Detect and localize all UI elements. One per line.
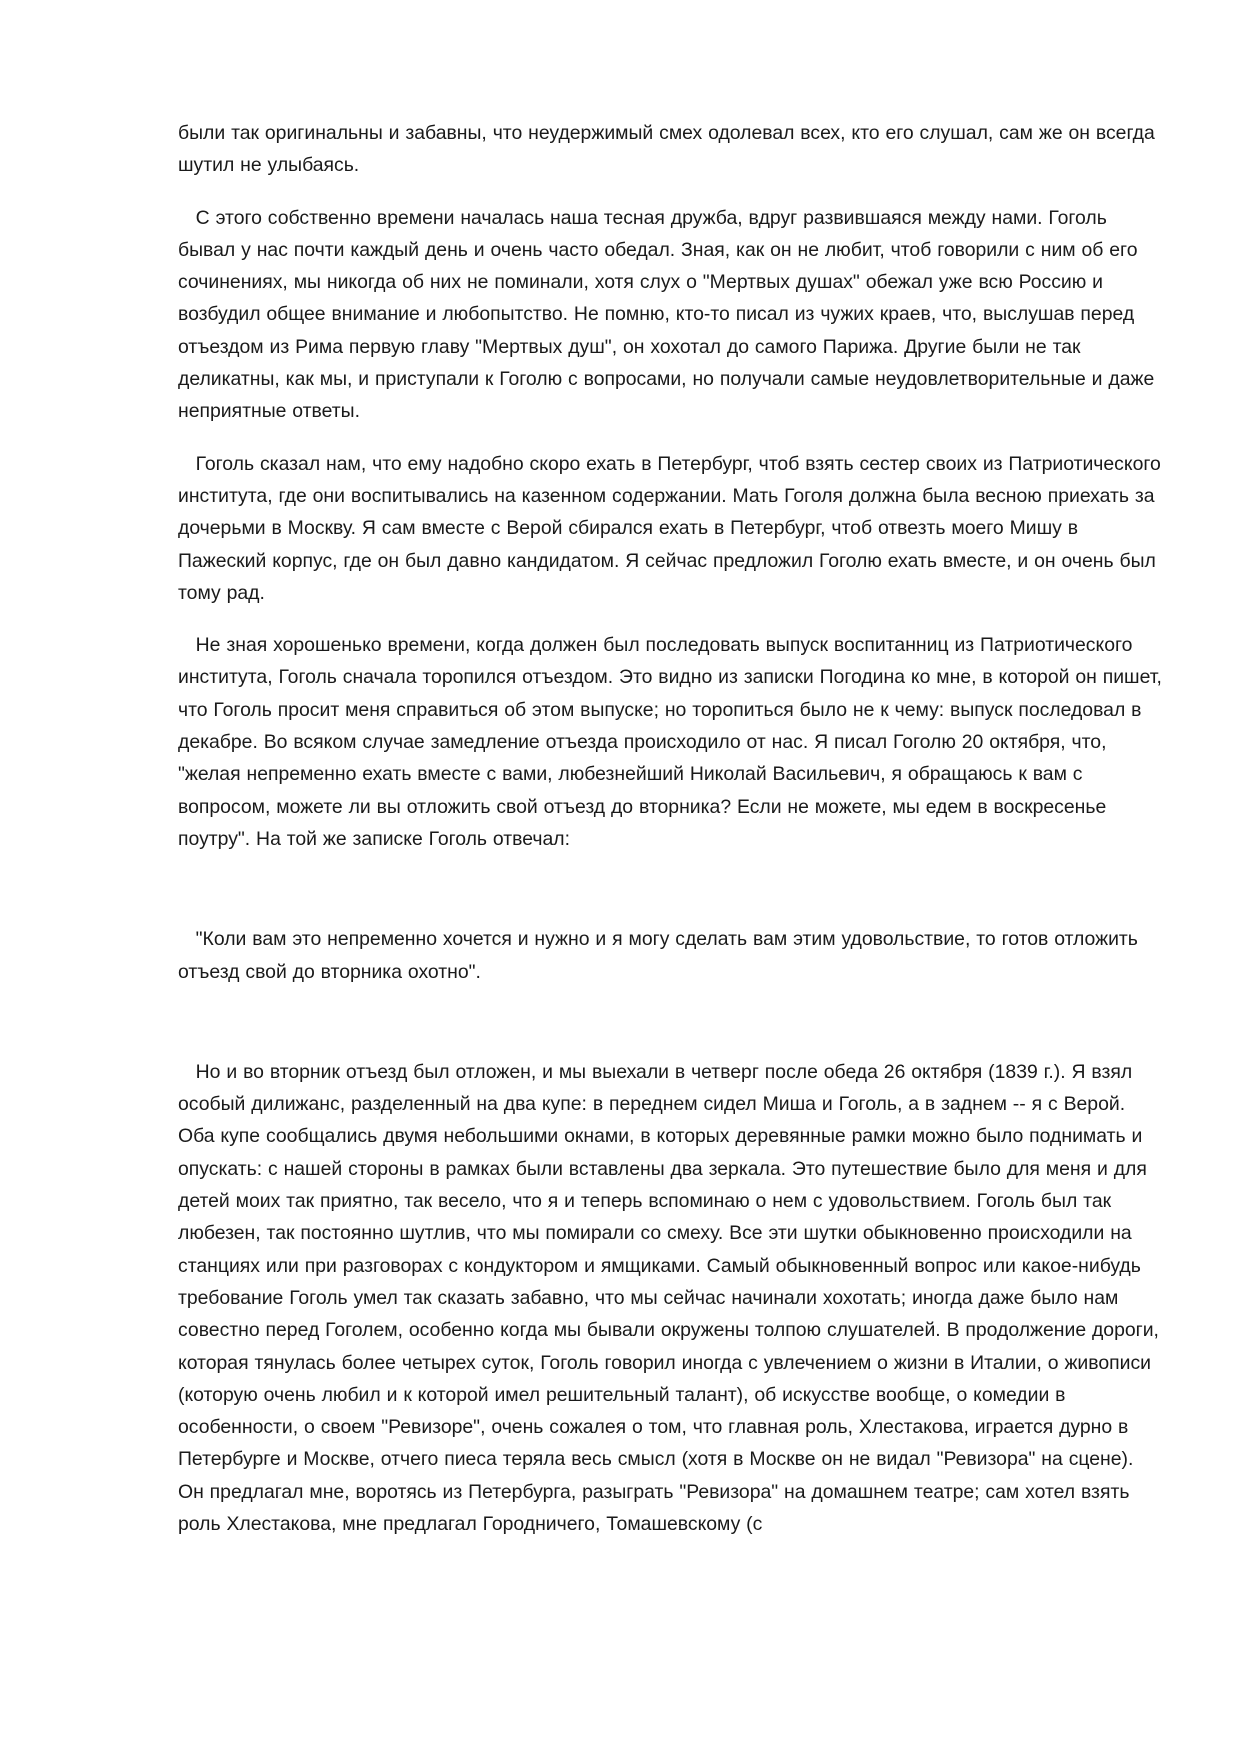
- paragraph-6: Но и во вторник отъезд был отложен, и мы выехали в четверг после обеда 26 октября (1839 г.). Я взял особый дилижанс, разделенный на два купе: в переднем сидел Миша и Гоголь, а в заднем -- я с Верой. Оба купе сообщались двумя небольшими окнами, в которых деревянные рамки можно было поднимать и опускать: с нашей стороны в рамках были вставлены два зеркала. Это путешествие было для меня и для детей моих так приятно, так весело, что я и теперь вспоминаю о нем с удовольствием. Гоголь был так любезен, так постоянно шутлив, что мы помирали со смеху. Все эти шутки обыкновенно происходили на станциях или при разговорах с кондуктором и ямщиками. Самый обыкновенный вопрос или какое-нибудь требование Гоголь умел так сказать забавно, что мы сейчас начинали хохотать; иногда даже было нам совестно перед Гоголем, особенно когда мы бывали окружены толпою слушателей. В продолжение дороги, которая тянулась более четырех суток, Гоголь говорил иногда с увлечением о жизни в Италии, о живописи (которую очень любил и к которой имел решительный талант), об искусстве вообще, о комедии в особенности, о своем "Ревизоре", очень сожалея о том, что главная роль, Хлестакова, играется дурно в Петербурге и Москве, отчего пиеса теряла весь смысл (хотя в Москве он не видал "Ревизора" на сцене). Он предлагал мне, воротясь из Петербурга, разыграть "Ревизора" на домашнем театре; сам хотел взять роль Хлестакова, мне предлагал Городничего, Томашевскому (с: [178, 1060, 1165, 1535]
- paragraph-2: С этого собственно времени началась наша тесная дружба, вдруг развившаяся между нами. Гоголь бывал у нас почти каждый день и очень часто обедал. Зная, как он не любит, чтоб говорили с ним об его сочинениях, мы никогда об них не поминали, хотя слух о "Мертвых душах" обежал уже всю Россию и возбудил общее внимание и любопытство. Не помню, кто-то писал из чужих краев, что, выслушав перед отъездом из Рима первую главу "Мертвых душ", он хохотал до самого Парижа. Другие были не так деликатны, как мы, и приступали к Гоголю с вопросами, но получали самые неудовлетворительные и даже неприятные ответы.: [178, 206, 1161, 423]
- paragraph-4: Не зная хорошенько времени, когда должен был последовать выпуск воспитанниц из Патриотического института, Гоголь сначала торопился отъездом. Это видно из записки Погодина ко мне, в которой он пишет, что Гоголь просит меня справиться об этом выпуске; но торопиться было не к чему: выпуск последовал в декабре. Во всяком случае замедление отъезда происходило от нас. Я писал Гоголю 20 октября, что, "желая непременно ехать вместе с вами, любезнейший Николай Васильевич, я обращаюсь к вам с вопросом, можете ли вы отложить свой отъезд до вторника? Если не можете, мы едем в воскресенье поутру". На той же записке Гоголь отвечал:: [178, 634, 1168, 850]
- paragraph-5-quote: "Коли вам это непременно хочется и нужно и я могу сделать вам этим удовольствие, то готов отложить отъезд свой до вторника охотно".: [178, 928, 1144, 983]
- paragraph-1: были так оригинальны и забавны, что неудержимый смех одолевал всех, кто его слушал, сам же он всегда шутил не улыбаясь.: [178, 122, 1155, 177]
- document-page: [178, 117, 1168, 1540]
- paragraph-3: Гоголь сказал нам, что ему надобно скоро ехать в Петербург, чтоб взять сестер своих из Патриотического института, где они воспитывались на казенном содержании. Мать Гоголя должна была весною приехать за дочерьми в Москву. Я сам вместе с Верой сбирался ехать в Петербург, чтоб отвезть моего Мишу в Пажеский корпус, где он был давно кандидатом. Я сейчас предложил Гоголю ехать вместе, и он очень был тому рад.: [178, 452, 1167, 604]
